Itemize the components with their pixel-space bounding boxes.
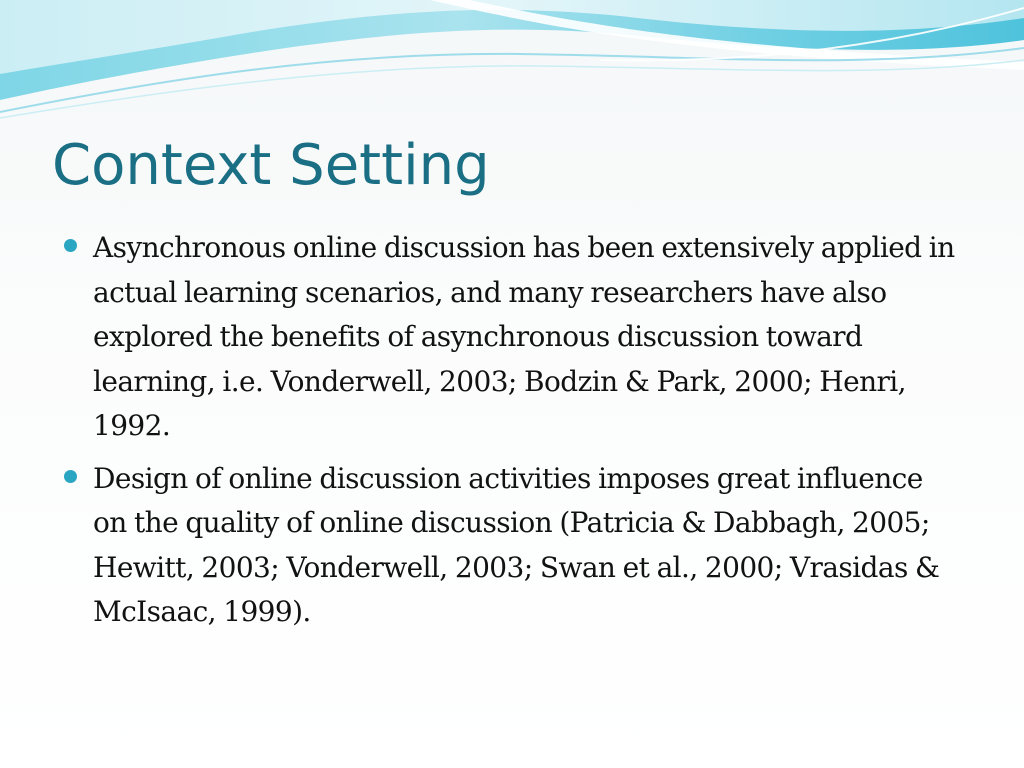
bullet-item [60, 226, 960, 449]
bullet-list [60, 226, 960, 643]
header-wave-decoration [0, 0, 1024, 130]
bullet-item [60, 457, 960, 635]
bullet-text: Asynchronous online discussion has been extensively applied in actual learning scenarios, and many researchers have also explored the benefits of asynchronous discussion toward learning, i.e. Vonderwell, 2003; Bodzin & Park, 2000; Henri, 1992. [93, 231, 955, 442]
slide-title: Context Setting [52, 133, 490, 198]
bullet-text: Design of online discussion activities imposes great influence on the quality of online discussion (Patricia & Dabbagh, 2005; Hewitt, 2003; Vonderwell, 2003; Swan et al., 2000; Vrasidas & McIsaac, 1999). [93, 461, 940, 628]
bullet-dot-icon [64, 470, 77, 483]
bullet-dot-icon [64, 239, 77, 252]
